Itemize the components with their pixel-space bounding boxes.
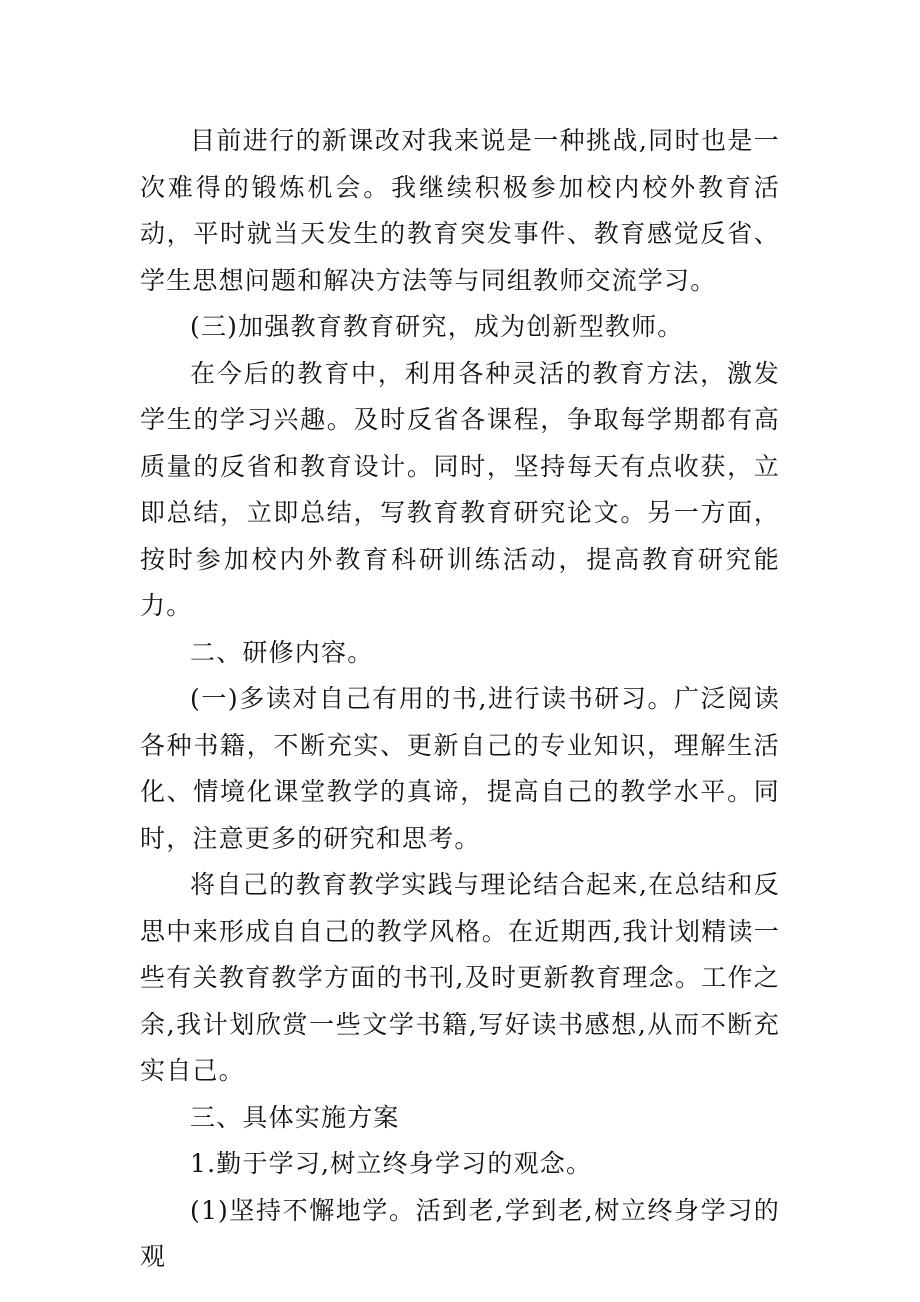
section-heading-study-content: 二、研修内容。: [190, 637, 374, 667]
paragraph-practice-theory: 将自己的教育教学实践与理论结合起来,在总结和反思中来形成自自己的教学风格。在近期西,我计划精读一些有关教育教学方面的书刊,及时更新教育理念。工作之余,我计划欣赏一些文学书籍,写好读书感想,从而不断充实自己。: [140, 870, 780, 1085]
paragraph-future-teaching: 在今后的教育中，利用各种灵活的教育方法，激发学生的学习兴趣。及时反省各课程，争取每学期都有高质量的反省和教育设计。同时，坚持每天有点收获，立即总结，立即总结，写教育教育研究论文。另一方面，按时参加校内外教育科研训练活动，提高教育研究能力。: [140, 358, 780, 620]
paragraph-new-curriculum: 目前进行的新课改对我来说是一种挑战,同时也是一次难得的锻炼机会。我继续积极参加校内校外教育活动，平时就当天发生的教育突发事件、教育感觉反省、学生思想问题和解决方法等与同组教师交流学习。: [140, 126, 780, 295]
list-item-persistent-learning: (1)坚持不懈地学。活到老,学到老,树立终身学习的观: [140, 1195, 780, 1271]
paragraph-heading-teaching-research: (三)加强教育教育研究，成为创新型教师。: [190, 312, 684, 341]
section-heading-implementation-plan: 三、具体实施方案: [190, 1102, 400, 1132]
document-body: [140, 118, 780, 1281]
paragraph-reading-study: (一)多读对自己有用的书,进行读书研习。广泛阅读各种书籍，不断充实、更新自己的专业知识，理解生活化、情境化课堂教学的真谛，提高自己的教学水平。同时，注意更多的研究和思考。: [140, 684, 780, 853]
list-item-diligent-learning: 1.勤于学习,树立终身学习的观念。: [190, 1149, 593, 1178]
